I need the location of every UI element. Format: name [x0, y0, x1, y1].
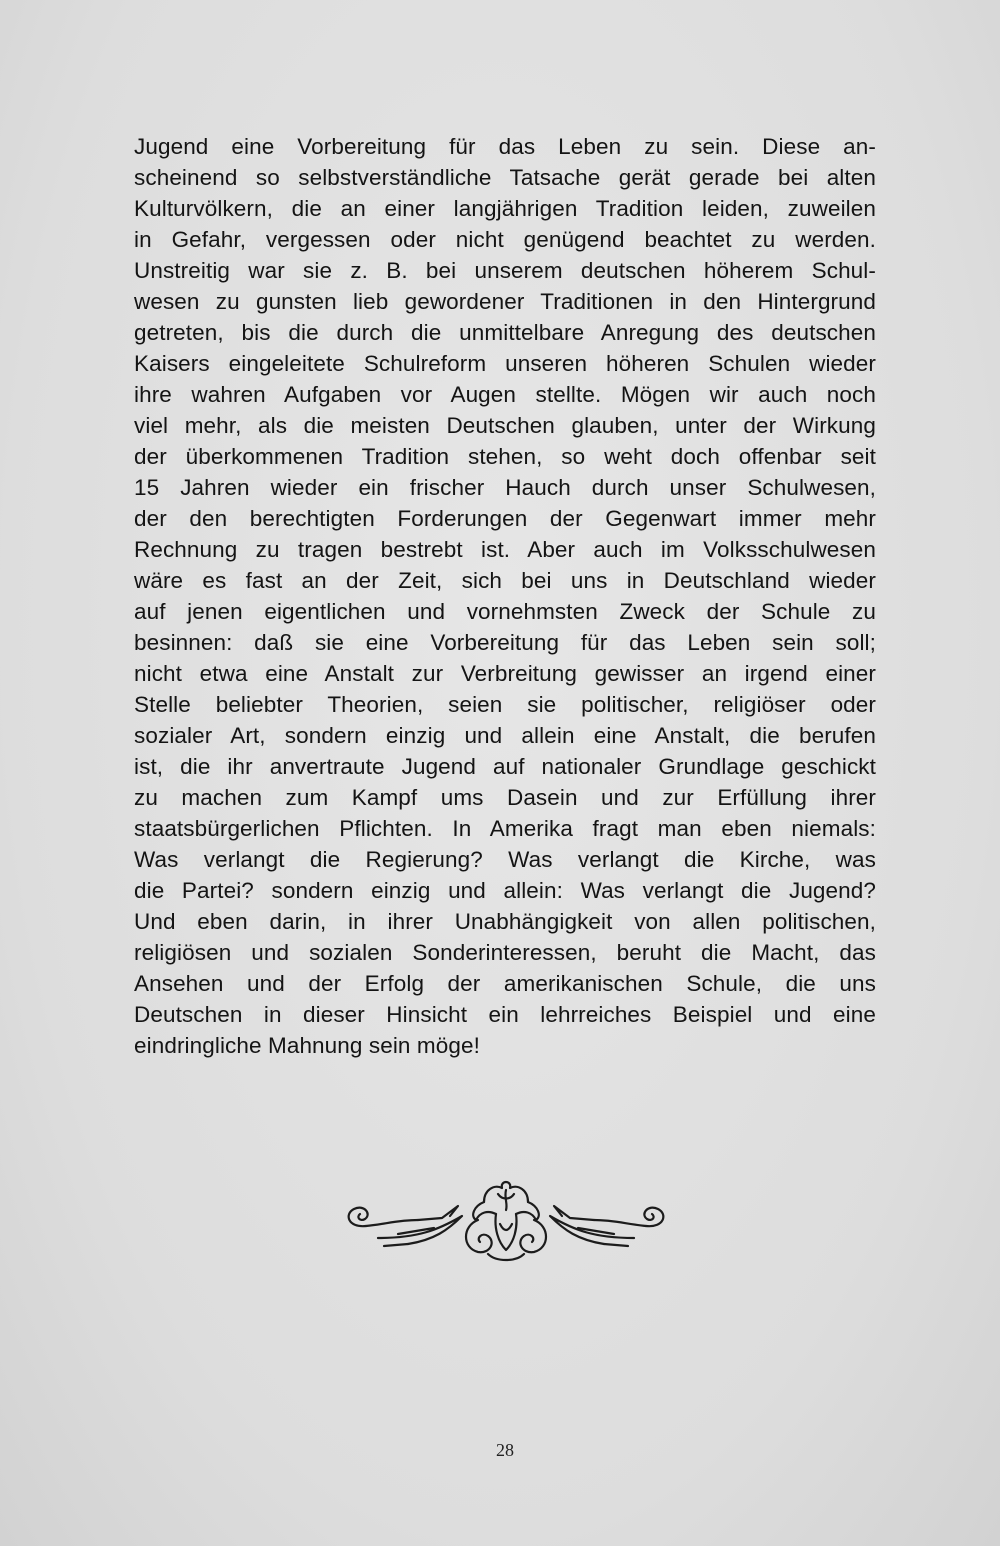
- text-line: Rechnung zu tragen bestrebt ist. Aber auch im Volksschulwesen: [134, 537, 876, 562]
- text-line: der überkommenen Tradition stehen, so weht doch offenbar seit: [134, 444, 876, 469]
- text-line: ist, die ihr anvertraute Jugend auf nationaler Grundlage geschickt: [134, 754, 876, 779]
- text-line: wesen zu gunsten lieb gewordener Traditionen in den Hintergrund: [134, 289, 876, 314]
- text-line: ihre wahren Aufgaben vor Augen stellte. Mögen wir auch noch: [134, 382, 876, 407]
- text-line: der den berechtigten Forderungen der Gegenwart immer mehr: [134, 506, 876, 531]
- text-line: staatsbürgerlichen Pflichten. In Amerika fragt man eben niemals:: [134, 816, 876, 841]
- text-line: auf jenen eigentlichen und vornehmsten Zweck der Schule zu: [134, 599, 876, 624]
- page-number: 28: [496, 1440, 514, 1460]
- text-line: Deutschen in dieser Hinsicht ein lehrreiches Beispiel und eine: [134, 1002, 876, 1027]
- scroll-ornament-icon: [338, 1176, 674, 1268]
- text-line: Ansehen und der Erfolg der amerikanischen Schule, die uns: [134, 971, 876, 996]
- text-line: scheinend so selbstverständliche Tatsache gerät gerade bei alten: [134, 165, 876, 190]
- text-line: viel mehr, als die meisten Deutschen glauben, unter der Wirkung: [134, 413, 876, 438]
- text-line: Unstreitig war sie z. B. bei unserem deutschen höherem Schul-: [134, 258, 876, 283]
- text-line: in Gefahr, vergessen oder nicht genügend beachtet zu werden.: [134, 227, 876, 252]
- text-line: Und eben darin, in ihrer Unabhängigkeit von allen politischen,: [134, 909, 876, 934]
- text-line: Was verlangt die Regierung? Was verlangt die Kirche, was: [134, 847, 876, 872]
- body-text: [134, 131, 876, 1061]
- text-line: nicht etwa eine Anstalt zur Verbreitung gewisser an irgend einer: [134, 661, 876, 686]
- text-line: Kulturvölkern, die an einer langjährigen Tradition leiden, zuweilen: [134, 196, 876, 221]
- text-line: zu machen zum Kampf ums Dasein und zur Erfüllung ihrer: [134, 785, 876, 810]
- text-line: Jugend eine Vorbereitung für das Leben zu sein. Diese an-: [134, 134, 876, 159]
- text-line: eindringliche Mahnung sein möge!: [134, 1033, 480, 1058]
- text-line: Kaisers eingeleitete Schulreform unseren höheren Schulen wieder: [134, 351, 876, 376]
- text-line: sozialer Art, sondern einzig und allein eine Anstalt, die berufen: [134, 723, 876, 748]
- text-line: wäre es fast an der Zeit, sich bei uns in Deutschland wieder: [134, 568, 876, 593]
- text-line: die Partei? sondern einzig und allein: Was verlangt die Jugend?: [134, 878, 876, 903]
- text-line: 15 Jahren wieder ein frischer Hauch durch unser Schulwesen,: [134, 475, 876, 500]
- text-line: religiösen und sozialen Sonderinteressen, beruht die Macht, das: [134, 940, 876, 965]
- text-line: besinnen: daß sie eine Vorbereitung für das Leben sein soll;: [134, 630, 876, 655]
- text-line: getreten, bis die durch die unmittelbare Anregung des deutschen: [134, 320, 876, 345]
- text-line: Stelle beliebter Theorien, seien sie politischer, religiöser oder: [134, 692, 876, 717]
